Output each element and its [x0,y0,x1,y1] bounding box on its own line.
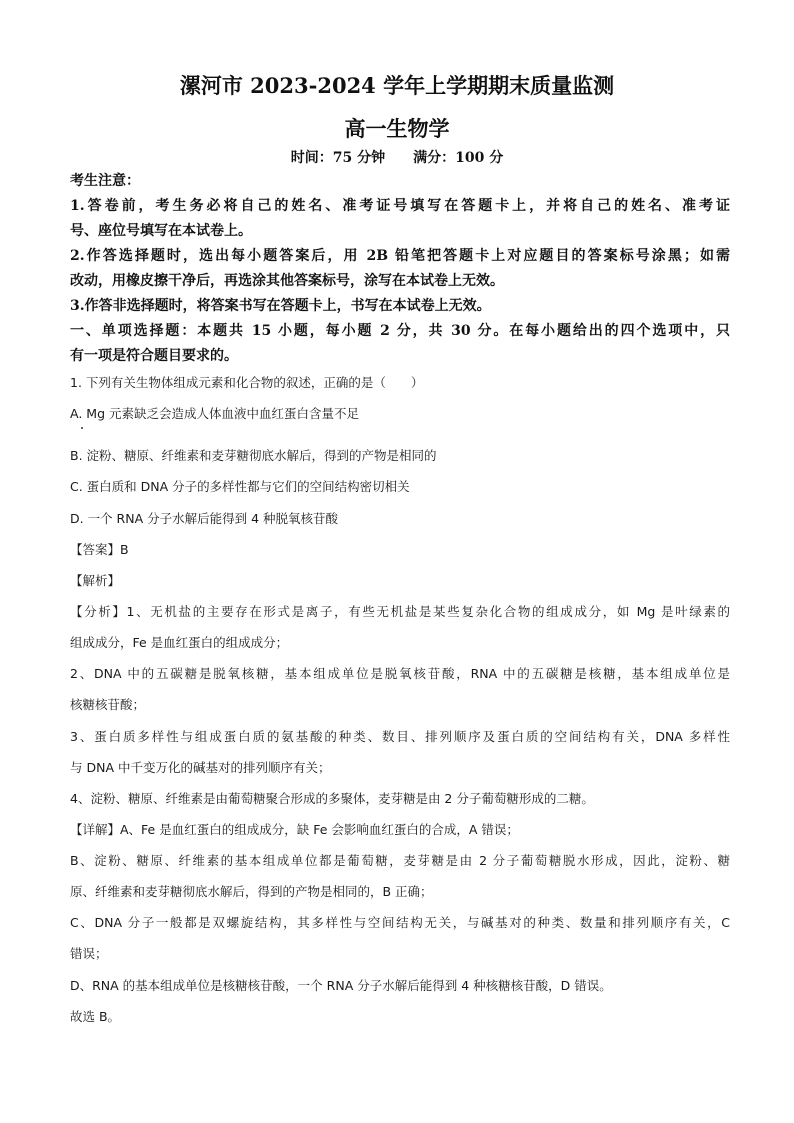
option-d: D. 一个 RNA 分子水解后能得到 4 种脱氧核苷酸 [70,511,339,526]
option-a: A. Mg 元素缺乏会造成人体血液中血红蛋白含量不足 [70,406,359,421]
analysis-label: 【解析】 [70,573,121,588]
analysis-p2-line-1: 2、DNA 中的五碳糖是脱氧核糖，基本组成单位是脱氧核苷酸，RNA 中的五碳糖是核糖，基本组成单位是 [70,666,730,681]
note-3: 3.作答非选择题时，将答案书写在答题卡上，书写在本试卷上无效。 [70,298,491,314]
exam-time: 时间：75 分钟 [290,150,386,166]
note-1-line-2: 号、座位号填写在本试卷上。 [70,223,252,239]
note-2-line-1: 2.作答选择题时，选出每小题答案后，用 2B 铅笔把答题卡上对应题目的答案标号涂黑；如需 [70,248,730,264]
option-c: C. 蛋白质和 DNA 分子的多样性都与它们的空间结构密切相关 [70,479,410,494]
question-stem: 1. 下列有关生物体组成元素和化合物的叙述，正确的是（ ） [70,375,424,390]
analysis-p1-line-2: 组成成分，Fe 是血红蛋白的组成成分； [70,635,289,650]
exam-meta [0,147,794,167]
exam-score: 满分：100 分 [413,150,504,166]
option-b: B. 淀粉、糖原、纤维素和麦芽糖彻底水解后，得到的产物是相同的 [70,448,437,463]
note-2-line-2: 改动，用橡皮擦干净后，再选涂其他答案标号，涂写在本试卷上无效。 [70,273,504,289]
detail-b-line-1: B、淀粉、糖原、纤维素的基本组成单位都是葡萄糖，麦芽糖是由 2 分子葡萄糖脱水形成，因此，淀粉、糖 [70,853,730,868]
note-1-line-1: 1.答卷前，考生务必将自己的姓名、准考证号填写在答题卡上，并将自己的姓名、准考证 [70,198,730,214]
section-heading-line-2: 有一项是符合题目要求的。 [70,348,238,364]
section-heading-line-1: 一、单项选择题：本题共 15 小题，每小题 2 分，共 30 分。在每小题给出的四个选项中，只 [70,323,730,339]
detail-c-line-1: C、DNA 分子一般都是双螺旋结构，其多样性与空间结构无关，与碱基对的种类、数量和排列顺序有关，C [70,915,730,930]
notes-heading: 考生注意： [70,173,140,189]
answer: 【答案】B [70,542,129,557]
exam-subject: 高一生物学 [344,116,450,141]
analysis-p3-line-1: 3、蛋白质多样性与组成蛋白质的氨基酸的种类、数目、排列顺序及蛋白质的空间结构有关，DNA 多样性 [70,729,730,744]
analysis-p4: 4、淀粉、糖原、纤维素是由葡萄糖聚合形成的多聚体，麦芽糖是由 2 分子葡萄糖形成的二糖。 [70,791,594,806]
detail-c-line-2: 错误； [70,946,108,961]
analysis-p2-line-2: 核糖核苷酸； [70,697,146,712]
exam-title: 漯河市 2023-2024 学年上学期期末质量监测 [179,73,615,98]
analysis-p3-line-2: 与 DNA 中千变万化的碱基对的排列顺序有关； [70,760,331,775]
stray-dot [81,427,83,429]
analysis-p1-line-1: 【分析】1、无机盐的主要存在形式是离子，有些无机盐是某些复杂化合物的组成成分，如 Mg 是叶绿素的 [70,604,730,619]
detail-b-line-2: 原、纤维素和麦芽糖彻底水解后，得到的产物是相同的，B 正确； [70,884,433,899]
detail-d: D、RNA 的基本组成单位是核糖核苷酸，一个 RNA 分子水解后能得到 4 种核糖核苷酸，D 错误。 [70,978,612,993]
detail-a: 【详解】A、Fe 是血红蛋白的组成成分，缺 Fe 会影响血红蛋白的合成，A 错误； [70,822,519,837]
conclusion: 故选 B。 [70,1009,121,1024]
